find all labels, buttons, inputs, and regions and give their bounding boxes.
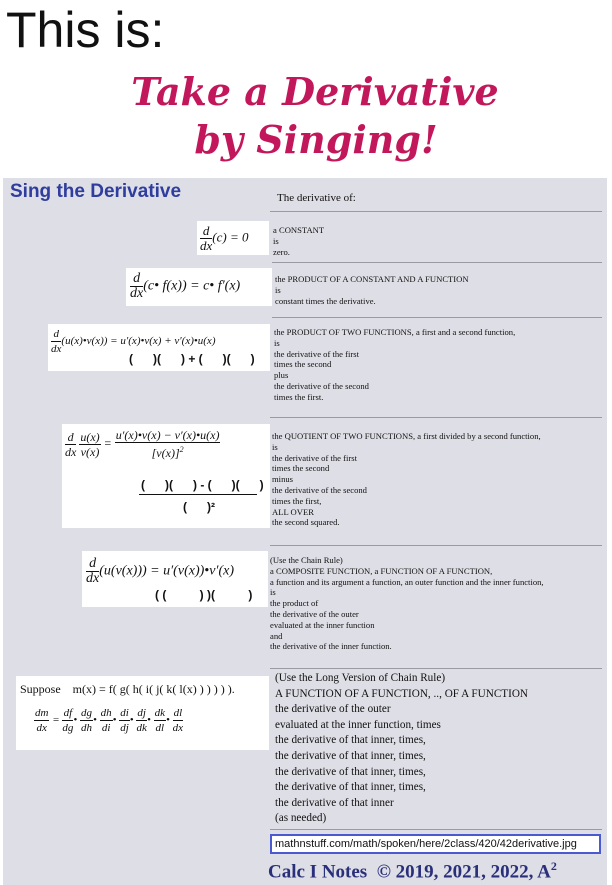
divider: [270, 829, 602, 830]
footer-credit: [268, 859, 557, 883]
divider: [270, 417, 602, 418]
formula-chain-rule-expr: $\frac{d}{dx}$ (u(v(x))) = u′(v(x))•v′(x): [86, 556, 235, 586]
suppose-line: [20, 682, 235, 697]
rule-constant-desc: a CONSTANT is zero.: [273, 225, 325, 257]
source-url: mathnstuff.com/math/spoken/here/2class/420/42derivative.jpg: [270, 834, 601, 854]
formula-product-rule-expr: $\frac{d}{dx}$ (u(x)•v(x)) = u′(x)•v(x) + v′(x)•u(x): [51, 328, 216, 355]
chain-rule-blanks: ( ( ) )( ): [155, 588, 253, 602]
divider: [270, 211, 602, 212]
divider: [270, 668, 602, 669]
title-line-1: Take a Derivative: [131, 69, 499, 114]
divider: [272, 262, 602, 263]
divider: [270, 545, 602, 546]
rule-quotient-desc: the QUOTIENT OF TWO FUNCTIONS, a first divided by a second function, is the derivative of the first times the second minus the derivative of the second times the first, ALL OVER the second squared.: [272, 431, 541, 528]
copyright-text: © 2019, 2021, 2022, A: [376, 861, 551, 883]
rule-product-desc: the PRODUCT OF TWO FUNCTIONS, a first and a second function, is the derivative of the first times the second plus the derivative of the second times the first.: [274, 327, 516, 402]
copyright-superscript: 2: [550, 859, 557, 873]
formula-constant-multiple-expr: $\frac{d}{dx}$ (c• f(x)) = c• f′(x): [130, 271, 241, 301]
divider: [272, 317, 602, 318]
suppose-label: Suppose: [20, 682, 61, 696]
rule-constant-multiple-desc: the PRODUCT OF A CONSTANT AND A FUNCTION is constant times the derivative.: [275, 274, 469, 306]
quotient-rule-blanks-numerator: ( )( ) - ( )( ): [141, 478, 264, 492]
rule-long-chain-desc: (Use the Long Version of Chain Rule) A FUNCTION OF A FUNCTION, .., OF A FUNCTION the derivative of the outer evaluated at the inner function, times the derivative of that inner, times, the derivative of that inner, times, the derivative of that inner, times, the derivative of that inner, times, the derivative of that inner (as needed): [275, 672, 528, 825]
product-rule-blanks: ( )( ) + ( )( ): [129, 352, 255, 366]
formula-quotient-rule-expr: $\frac{d}{dx}$ $\frac{u(x)}{v(x)}$ = $\frac{u'(x)•v(x) - v'(x)•u(x)}{[v(x)]^2}$: [65, 428, 220, 460]
long-chain-expr: $\frac{dm}{dx}$ = $\frac{df}{dg}$ • $\frac{dg}{dh}$ • $\frac{dh}{di}$ • $\frac{di}{dj}$ • $\frac{dj}{dk}$ • $\frac{dk}{dl}$ • $\frac{dl}{dx}$: [35, 707, 184, 734]
quotient-blank-fraction-bar: [139, 494, 257, 495]
this-is-label: This is:: [6, 2, 165, 58]
title-line-2: by Singing!: [194, 117, 438, 162]
quotient-rule-blanks-denominator: ( )²: [183, 500, 215, 514]
panel-heading: Sing the Derivative: [10, 181, 182, 202]
formula-constant-expr: $\frac{d}{dx}$ (c) = 0: [200, 223, 249, 253]
suppose-expression: m(x) = f( g( h( i( j( k( l(x) ) ) ) ) ).: [72, 682, 235, 696]
rule-chain-desc: (Use the Chain Rule) a COMPOSITE FUNCTION, a FUNCTION OF A FUNCTION, a function and its argument a function, an outer function and the inner function, is the product of the derivative of the outer evaluated at the inner function and the derivative of the inner function.: [270, 555, 544, 652]
course-label: Calc I Notes: [268, 861, 368, 883]
intro-text: The derivative of:: [277, 192, 356, 204]
